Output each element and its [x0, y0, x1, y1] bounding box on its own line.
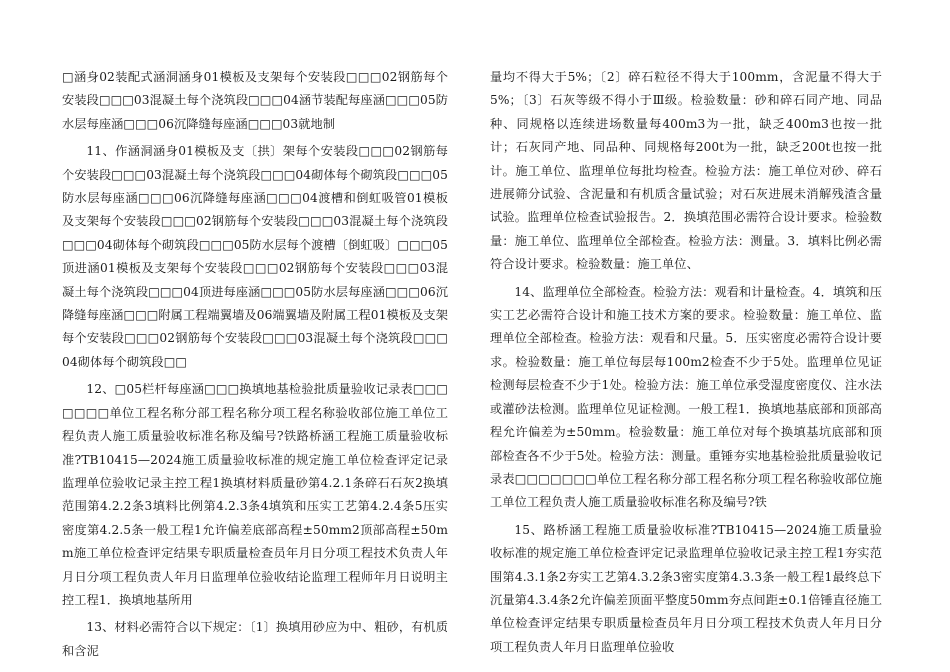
paragraph: 12、□05栏杆每座涵□□□换填地基检验批质量验收记录表□□□□□□□单位工程名称分部工程名称分项工程名称验收部位施工单位工程负责人施工质量验收标准名称及编号?铁路桥涵工程施工质量验收标准?TB10415—2024施工质量验收标准的规定施工单位检查评定记录监理单位验收记录主控工程1换填材料质量砂第4.2.1条碎石石灰2换填范围第4.2.2条3填料比例第4.2.3条4填筑和压实工艺第4.2.4条5压实密度第4.2.5条一般工程1允许偏差底部高程±50mm2顶部高程±50mm施工单位检查评定结果专职质量检查员年月日分项工程技术负责人年月日分项工程负责人年月日监理单位验收结论监理工程师年月日说明主控工程1．换填地基所用 [62, 382, 448, 607]
paragraph: 量均不得大于5%；〔2〕碎石粒径不得大于100mm，含泥量不得大于5%；〔3〕石灰等级不得小于Ⅲ级。检验数量：砂和碎石同产地、同品种、同规格以连续进场数量每400m3为一批，缺乏400m3也按一批计；石灰同产地、同品种、同规格每200t为一批，缺乏200t也按一批计。施工单位、监理单位每批均检查。检验方法：施工单位对砂、碎石进展筛分试验、含泥量和有机质含量试验；对石灰进展未消解残渣含量试验。监理单位检查试验报告。2．换填范围必需符合设计要求。检验数量：施工单位、监理单位全部检查。检验方法：测量。3．填料比例必需符合设计要求。检验数量：施工单位、 [490, 70, 882, 272]
paragraph: 14、监理单位全部检查。检验方法：观看和计量检查。4．填筑和压实工艺必需符合设计和施工技术方案的要求。检验数量：施工单位、监理单位全部检查。检验方法：观看和尺量。5．压实密度必需符合设计要求。检验数量：施工单位每层每100m2检查不少于5处。监理单位见证检测每层检查不少于1处。检验方法：施工单位承受湿度密度仪、注水法或灌砂法检测。监理单位见证检测。一般工程1．换填地基底部和顶部高程允许偏差为±50mm。检验数量：施工单位对每个换填基坑底部和顶部检查各不少于5处。检验方法：测量。重锤夯实地基检验批质量验收记录表□□□□□□□单位工程名称分部工程名称分项工程名称验收部位施工单位工程负责人施工质量验收标准名称及编号?铁 [490, 284, 883, 510]
paragraph: 11、作涵洞涵身01模板及支〔拱〕架每个安装段□□□02钢筋每个安装段□□□03混凝土每个浇筑段□□□04砌体每个砌筑段□□□05防水层每座涵□□□06沉降缝每座涵□□□04渡槽和倒虹吸管01模板及支架每个安装段□□□02钢筋每个安装段□□□03混凝土每个浇筑段□□□04砌体每个砌筑段□□□05防水层每个渡槽〔倒虹吸〕□□□05顶进涵01模板及支架每个安装段□□□02钢筋每个安装段□□□03混凝土每个浇筑段□□□04顶进每座涵□□□05防水层每座涵□□□06沉降缝每座涵□□□附属工程端翼墙及06端翼墙及附属工程01模板及支架每个安装段□□□02钢筋每个安装段□□□03混凝土每个浇筑段□□□04砌体每个砌筑段□□ [62, 144, 448, 369]
paragraph: 13、材料必需符合以下规定：〔1〕换填用砂应为中、粗砂，有机质和含泥 [62, 620, 448, 658]
paragraph: □涵身02装配式涵洞涵身01模板及支架每个安装段□□□02钢筋每个安装段□□□03混凝土每个浇筑段□□□04涵节装配每座涵□□□05防水层每座涵□□□06沉降缝每座涵□□□03就地制 [62, 70, 448, 131]
paragraph: 15、路桥涵工程施工质量验收标准?TB10415—2024施工质量验收标准的规定施工单位检查评定记录监理单位验收记录主控工程1夯实范围第4.3.1条2夯实工艺第4.3.2条3密实度第4.3.3条一般工程1最终总下沉量第4.3.4条2允许偏差顶面平整度50mm夯点间距±0.1倍锤直径施工单位检查评定结果专职质量检查员年月日分项工程技术负责人年月日分项工程负责人年月日监理单位验收 [490, 522, 882, 654]
right-column [490, 66, 882, 663]
left-column [62, 66, 448, 667]
